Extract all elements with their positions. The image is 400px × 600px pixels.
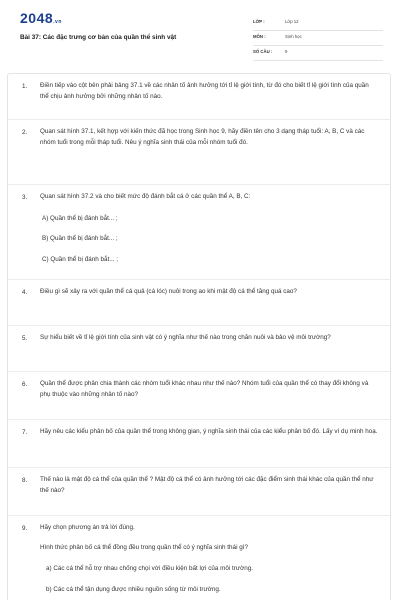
meta-label: SỐ CÂU : (253, 49, 273, 54)
question-number: 5. (22, 335, 28, 342)
question-item (8, 280, 390, 326)
question-number: 3. (22, 194, 28, 201)
question-text: Hãy chọn phương án trả lời đúng. (40, 524, 135, 531)
meta-info (253, 16, 383, 61)
question-item (8, 372, 390, 420)
logo-suffix: .vn (53, 19, 62, 25)
question-number: 2. (22, 129, 28, 136)
page-header (0, 0, 400, 70)
question-item (8, 120, 390, 185)
meta-value: Lớp 12 (285, 19, 299, 24)
question-number: 9. (22, 525, 28, 532)
question-item (8, 74, 390, 120)
question-number: 7. (22, 429, 28, 436)
answer-option: a) Các cá thể hỗ trợ nhau chống chọi với điều kiện bất lợi của môi trường. (46, 565, 253, 572)
question-item (8, 468, 390, 516)
question-item (8, 420, 390, 468)
lesson-title: Bài 37: Các đặc trưng cơ bản của quần thể sinh vật (20, 34, 177, 41)
question-text: Điều gì sẽ xảy ra với quần thể cá quả (cá lóc) nuôi trong ao khi mật độ cá thể tăng quá cao? (40, 288, 297, 295)
question-item (8, 326, 390, 372)
site-logo[interactable] (20, 10, 62, 26)
question-text: Thế nào là mật độ cá thể của quần thể ? Mật độ cá thể có ảnh hưởng tới các đặc điểm sinh thái khác của quần thể như thế nào? (40, 476, 374, 494)
answer-option: C) Quần thể bị đánh bắt... ; (42, 256, 118, 263)
question-text: Sự hiểu biết về tỉ lệ giới tính của sinh vật có ý nghĩa như thế nào trong chăn nuôi và bảo vệ môi trường? (40, 334, 331, 341)
question-text: Điền tiếp vào cột bên phải bảng 37.1 về các nhân tố ảnh hưởng tới tỉ lệ giới tính, từ đó cho biết tỉ lệ giới tính của quần thể chịu ảnh hưởng bởi những nhân tố nào. (40, 82, 369, 100)
meta-row-count (253, 46, 383, 61)
question-text: Hãy nêu các kiểu phân bố của quần thể trong không gian, ý nghĩa sinh thái của các kiểu phân bố đó. Lấy ví dụ minh hoạ. (40, 428, 378, 435)
answer-option: B) Quần thể bị đánh bắt... ; (42, 235, 118, 242)
question-text: Quan sát hình 37.2 và cho biết mức độ đánh bắt cá ở các quần thể A, B, C: (40, 193, 251, 200)
meta-row-class (253, 16, 383, 31)
meta-label: LỚP : (253, 19, 265, 24)
meta-label: MÔN : (253, 34, 266, 39)
answer-option: b) Các cá thể tận dụng được nhiều nguồn sống từ môi trường. (46, 586, 221, 593)
question-list (7, 73, 391, 600)
question-number: 4. (22, 289, 28, 296)
question-number: 8. (22, 477, 28, 484)
question-number: 6. (22, 381, 28, 388)
question-item (8, 516, 390, 600)
question-prompt: Hình thức phân bố cá thể đồng đều trong quần thể có ý nghĩa sinh thái gì? (40, 544, 248, 551)
meta-row-subject (253, 31, 383, 46)
answer-option: A) Quần thể bị đánh bắt... ; (42, 215, 118, 222)
question-text: Quần thể được phân chia thành các nhóm tuổi khác nhau như thế nào? Nhóm tuổi của quần thể có thay đổi không và phụ thuộc vào những nhân tố nào? (40, 380, 369, 398)
meta-value: Sinh học (285, 34, 302, 39)
question-text: Quan sát hình 37.1, kết hợp với kiến thức đã học trong Sinh học 9, hãy điền tên cho 3 dạng tháp tuổi: A, B, C và các nhóm tuổi trong mỗi tháp tuổi. Nêu ý nghĩa sinh thái của mỗi nhóm tuổi đó. (40, 128, 365, 146)
question-item (8, 185, 390, 280)
logo-text: 2048 (20, 10, 54, 26)
question-number: 1. (22, 83, 28, 90)
meta-value: 9 (285, 49, 288, 54)
